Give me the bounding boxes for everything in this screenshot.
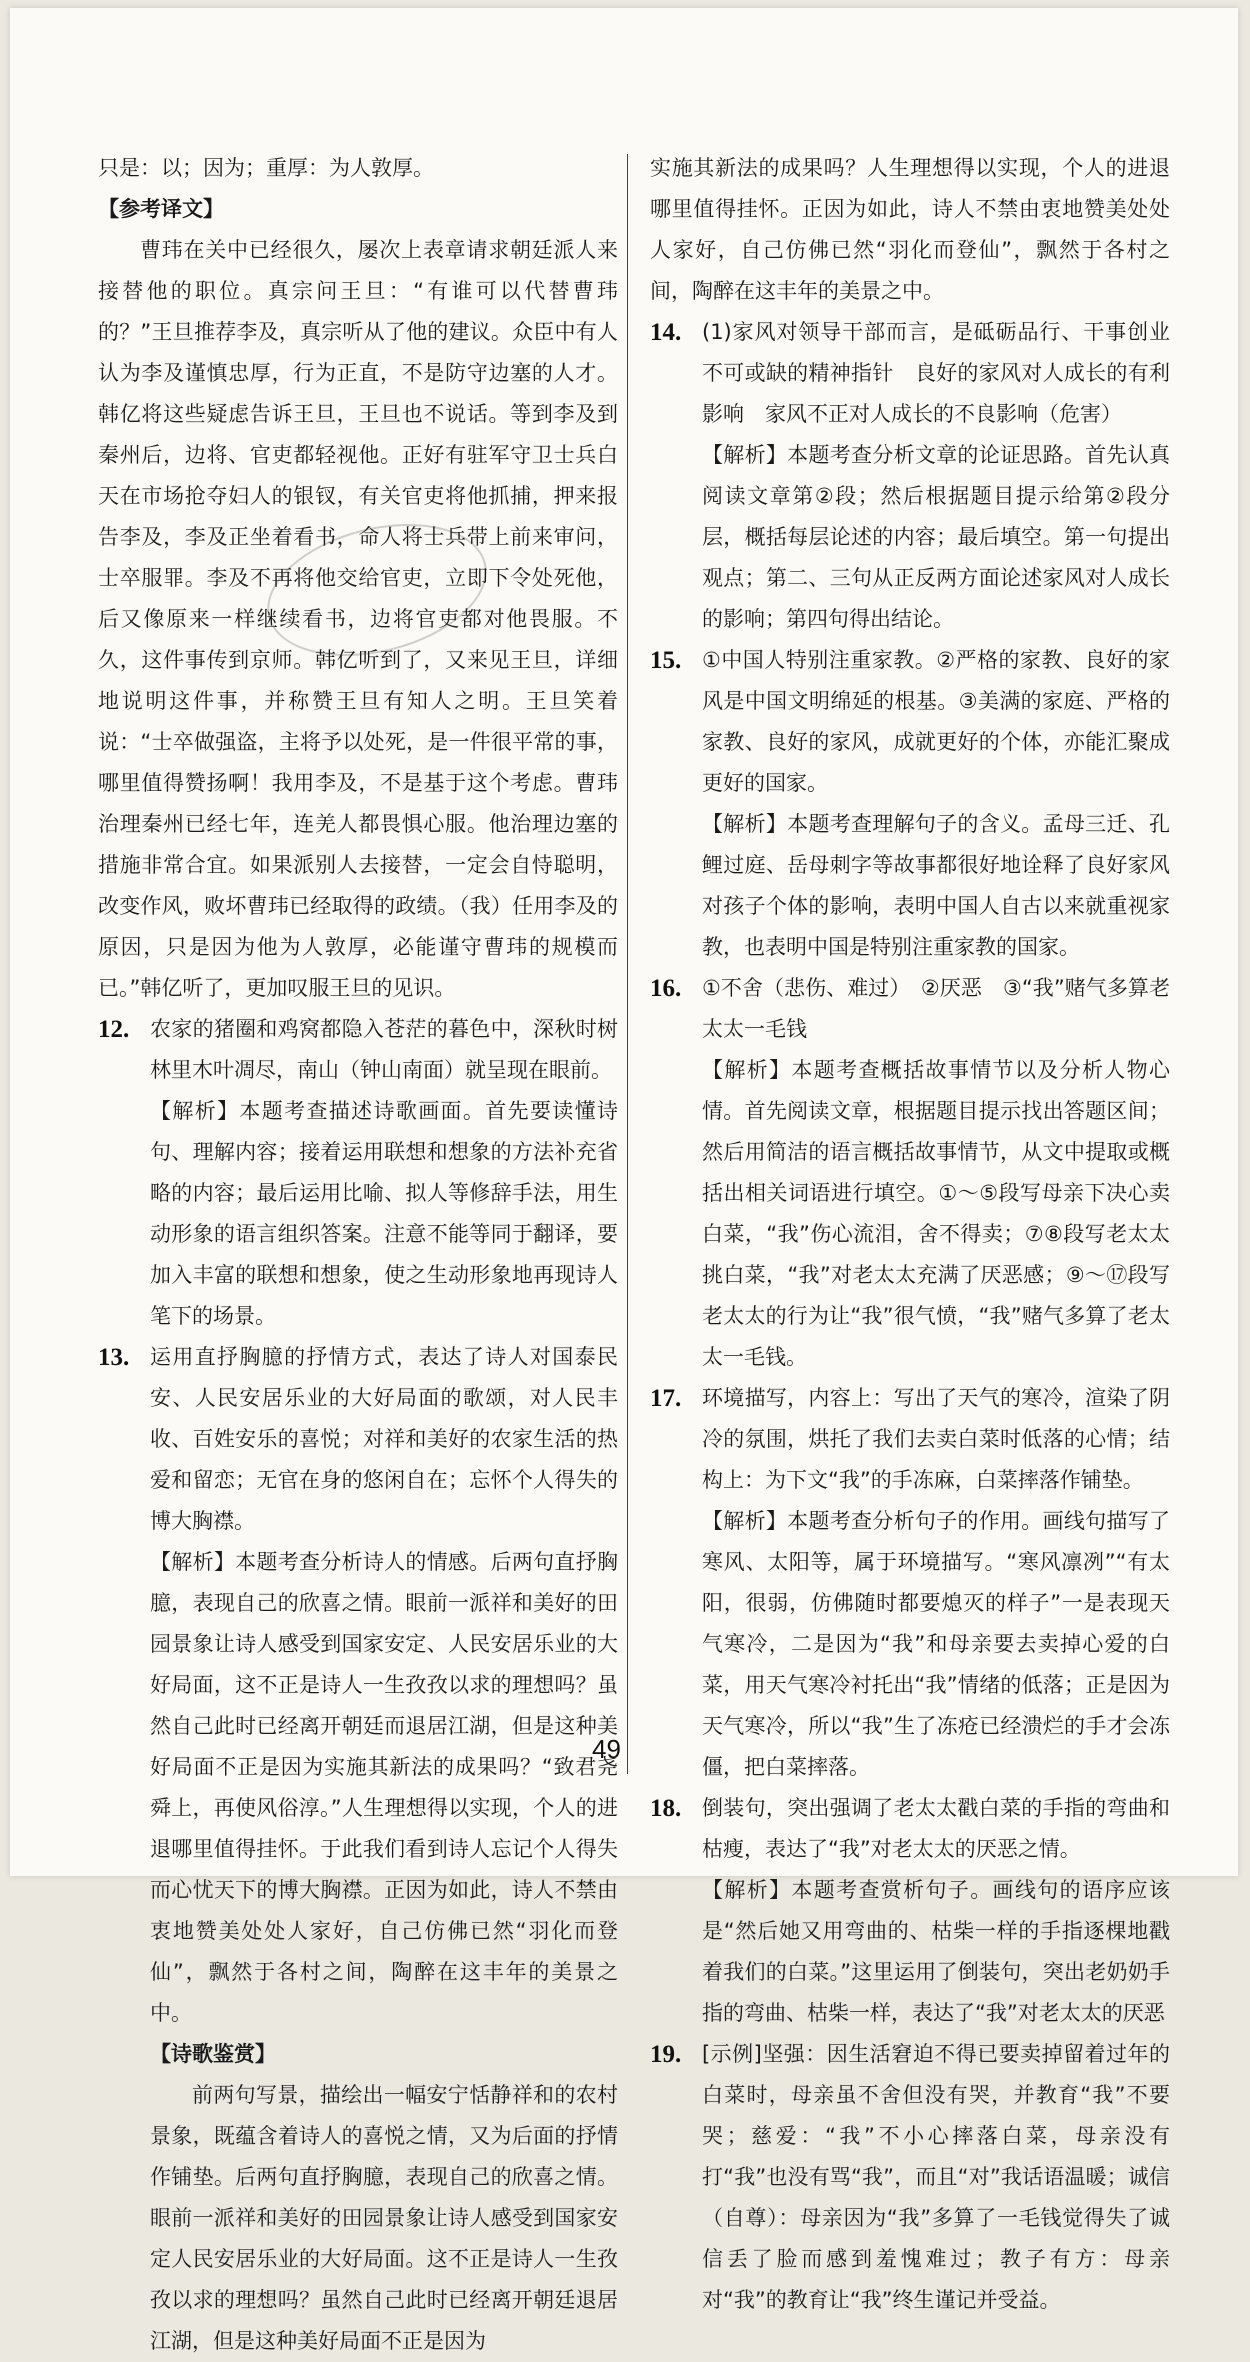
- analysis-text: 【解析】本题考查概括故事情节以及分析人物心情。首先阅读文章，根据题目提示找出答题区间；然后用简洁的语言概括故事情节，从文中提取或概括出相关词语进行填空。①～⑤段写母亲下决心卖白菜，“我”伤心流泪，舍不得卖；⑦⑧段写老太太挑白菜，“我”对老太太充满了厌恶感；⑨～⑰段写老太太的行为让“我”很气愤，“我”赌气多算了老太太一毛钱。: [702, 1058, 1170, 1369]
- answer-text: 农家的猪圈和鸡窝都隐入苍茫的暮色中，深秋时树林里木叶凋尽，南山（钟山南面）就呈现在眼前。: [150, 1017, 618, 1082]
- item-number: 13.: [98, 1344, 130, 1371]
- answer-text: 倒装句，突出强调了老太太戳白菜的手指的弯曲和枯瘦，表达了“我”对老太太的厌恶之情。: [702, 1796, 1170, 1861]
- answer-text: ①中国人特别注重家教。②严格的家教、良好的家风是中国文明绵延的根基。③美满的家庭、严格的家教、良好的家风，成就更好的个体，亦能汇聚成更好的国家。: [702, 648, 1170, 795]
- analysis-text: 【解析】本题考查分析句子的作用。画线句描写了寒风、太阳等，属于环境描写。“寒风凛冽”“有太阳，很弱，仿佛随时都要熄灭的样子”一是表现天气寒冷，二是因为“我”和母亲要去卖掉心爱的白菜，用天气寒冷衬托出“我”情绪的低落；正是因为天气寒冷，所以“我”生了冻疮已经溃烂的手才会冻僵，把白菜摔落。: [702, 1509, 1170, 1779]
- answer-text: ①不舍（悲伤、难过） ②厌恶 ③“我”赌气多算老太太一毛钱: [702, 976, 1170, 1041]
- item-number: 16.: [650, 975, 682, 1002]
- answer-text: 运用直抒胸臆的抒情方式，表达了诗人对国泰民安、人民安居乐业的大好局面的歌颂，对人民丰收、百姓安乐的喜悦；对祥和美好的农家生活的热爱和留恋；无官在身的悠闲自在；忘怀个人得失的博大胸襟。: [150, 1345, 618, 1533]
- analysis-text: 【解析】本题考查分析文章的论证思路。首先认真阅读文章第②段；然后根据题目提示给第②段分层，概括每层论述的内容；最后填空。第一句提出观点；第二、三句从正反两方面论述家风对人成长的影响；第四句得出结论。: [702, 443, 1170, 631]
- answer-text: (1)家风对领导干部而言，是砥砺品行、干事创业不可或缺的精神指针 良好的家风对人成长的有利影响 家风不正对人成长的不良影响（危害）: [702, 320, 1170, 426]
- item-number: 17.: [650, 1385, 682, 1412]
- answer-item-12: [98, 1009, 618, 1091]
- item-number: 12.: [98, 1016, 130, 1043]
- translation-text: 曹玮在关中已经很久，屡次上表章请求朝廷派人来接替他的职位。真宗问王旦：“有谁可以代替曹玮的？”王旦推荐李及，真宗听从了他的建议。众臣中有人认为李及谨慎忠厚，行为正直，不是防守边塞的人才。韩亿将这些疑虑告诉王旦，王旦也不说话。等到李及到秦州后，边将、官吏都轻视他。正好有驻军守卫士兵白天在市场抢夺妇人的银钗，有关官吏将他抓捕，押来报告李及，李及正坐着看书，命人将士兵带上前来审问，士卒服罪。李及不再将他交给官吏，立即下令处死他，后又像原来一样继续看书，边将官吏都对他畏服。不久，这件事传到京师。韩亿听到了，又来见王旦，详细地说明这件事，并称赞王旦有知人之明。王旦笑着说：“士卒做强盗，主将予以处死，是一件很平常的事，哪里值得赞扬啊！我用李及，不是基于这个考虑。曹玮治理秦州已经七年，连羌人都畏惧心服。他治理边塞的措施非常合宜。如果派别人去接替，一定会自恃聪明，改变作风，败坏曹玮已经取得的政绩。（我）任用李及的原因，只是因为他为人敦厚，必能谨守曹玮的规模而已。”韩亿听了，更加叹服王旦的见识。: [98, 238, 618, 1000]
- poetry-appreciation-text: 前两句写景，描绘出一幅安宁恬静祥和的农村景象，既蕴含着诗人的喜悦之情，又为后面的抒情作铺垫。后两句直抒胸臆，表现自己的欣喜之情。眼前一派祥和美好的田园景象让诗人感受到国家安定人民安居乐业的大好局面。这不正是诗人一生孜孜以求的理想吗？虽然自己此时已经离开朝廷退居江湖，但是这种美好局面不正是因为: [150, 2083, 618, 2353]
- column-divider: [627, 154, 628, 1774]
- analysis-text: 【解析】本题考查理解句子的含义。孟母三迁、孔鲤过庭、岳母刺字等故事都很好地诠释了良好家风对孩子个体的影响，表明中国人自古以来就重视家教，也表明中国是特别注重家教的国家。: [702, 812, 1170, 959]
- continued-text: 实施其新法的成果吗？人生理想得以实现，个人的进退哪里值得挂怀。正因为如此，诗人不禁由衷地赞美处处人家好，自己仿佛已然“羽化而登仙”，飘然于各村之间，陶醉在这丰年的美景之中。: [650, 156, 1170, 303]
- answer-text: 环境描写，内容上：写出了天气的寒冷，渲染了阴冷的氛围，烘托了我们去卖白菜时低落的心情；结构上：为下文“我”的手冻麻，白菜摔落作铺垫。: [702, 1386, 1170, 1492]
- analysis-text: 【解析】本题考查描述诗歌画面。首先要读懂诗句、理解内容；接着运用联想和想象的方法补充省略的内容；最后运用比喻、拟人等修辞手法，用生动形象的语言组织答案。注意不能等同于翻译，要加入丰富的联想和想象，使之生动形象地再现诗人笔下的场景。: [150, 1099, 618, 1328]
- item-number: 14.: [650, 319, 682, 346]
- left-column: [98, 148, 618, 2362]
- page-number: 49: [592, 1734, 621, 1764]
- answer-text: [示例]坚强：因生活窘迫不得已要卖掉留着过年的白菜时，母亲虽不舍但没有哭，并教育“我”不要哭；慈爱：“我”不小心摔落白菜，母亲没有打“我”也没有骂“我”，而且“对”我话语温暖；诚信（自尊）：母亲因为“我”多算了一毛钱觉得失了诚信丢了脸而感到羞愧难过；教子有方：母亲对“我”的教育让“我”终生谨记并受益。: [702, 2042, 1170, 2312]
- answer-item-17: [650, 1378, 1170, 1501]
- answer-item-13: [98, 1337, 618, 1542]
- answer-item-15: [650, 640, 1170, 804]
- note-text: 只是：以；因为；重厚：为人敦厚。: [98, 156, 434, 180]
- item-number: 15.: [650, 647, 682, 674]
- item-number: 18.: [650, 1795, 682, 1822]
- section-heading-poetry: 【诗歌鉴赏】: [150, 2042, 276, 2066]
- answer-item-16: [650, 968, 1170, 1050]
- item-number: 19.: [650, 2041, 682, 2068]
- analysis-text: 【解析】本题考查分析诗人的情感。后两句直抒胸臆，表现自己的欣喜之情。眼前一派祥和美好的田园景象让诗人感受到国家安定、人民安居乐业的大好局面，这不正是诗人一生孜孜以求的理想吗？虽然自己此时已经离开朝廷而退居江湖，但是这种美好局面不正是因为实施其新法的成果吗？“致君尧舜上，再使风俗淳。”人生理想得以实现，个人的进退哪里值得挂怀。于此我们看到诗人忘记个人得失而心忧天下的博大胸襟。正因为如此，诗人不禁由衷地赞美处处人家好，自己仿佛已然“羽化而登仙”，飘然于各村之间，陶醉在这丰年的美景之中。: [150, 1550, 618, 2025]
- book-page: [10, 8, 1238, 2353]
- section-heading-translation: 【参考译文】: [98, 197, 224, 221]
- analysis-text: 【解析】本题考查赏析句子。画线句的语序应该是“然后她又用弯曲的、枯柴一样的手指逐棵地戳着我们的白菜。”这里运用了倒装句，突出老奶奶手指的弯曲、枯柴一样，表达了“我”对老太太的厌恶: [702, 1878, 1170, 2025]
- answer-item-19: [650, 2034, 1170, 2321]
- answer-item-14: [650, 312, 1170, 435]
- answer-item-18: [650, 1788, 1170, 1870]
- right-column: [650, 148, 1170, 2321]
